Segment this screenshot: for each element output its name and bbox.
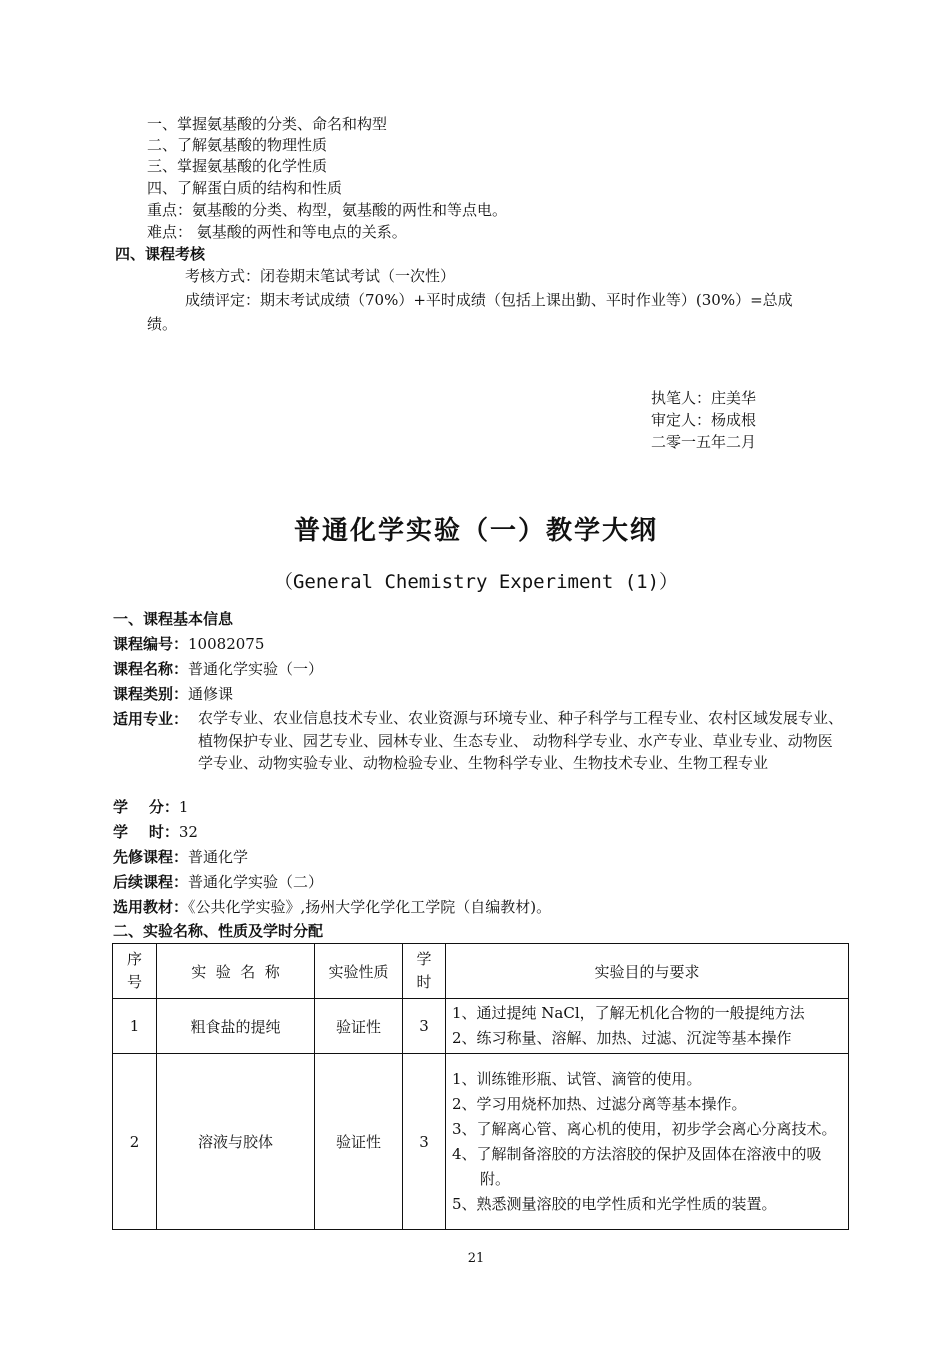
info-label: 课程编号： xyxy=(113,635,189,653)
objective-line-3: 三、掌握氨基酸的化学性质 xyxy=(147,157,328,175)
info-value: 1 xyxy=(178,798,189,816)
assessment-grading-line2: 绩。 xyxy=(147,315,178,333)
purpose-item: 1、训练锥形瓶、试管、滴管的使用。 xyxy=(452,1069,702,1088)
info-major-value: 农学专业、农业信息技术专业、农业资源与环境专业、种子科学与工程专业、农村区域发展专业、植物保护专业、园艺专业、园林专业、生态专业、 动物科学专业、水产专业、草业专业、动物医学专业、动物实验专业、动物检验专业、生物科学专业、生物技术专业、生物工程专业 xyxy=(198,709,844,772)
signature-author: 执笔人：庄美华 xyxy=(651,389,757,407)
section1-heading: 一、课程基本信息 xyxy=(113,610,234,628)
experiment-table xyxy=(112,943,849,1230)
purpose-item: 4、了解制备溶胶的方法溶胶的保护及固体在溶液中的吸附。 xyxy=(452,1144,822,1188)
document-title: 普通化学实验（一）教学大纲 xyxy=(293,516,658,546)
info-label: 课程类别： xyxy=(113,685,189,703)
table-header-row xyxy=(113,944,849,999)
info-major-label: 适用专业： xyxy=(113,710,189,728)
cell-nature: 验证性 xyxy=(315,1054,403,1230)
info-value: 普通化学实验（二） xyxy=(188,873,324,891)
info-credit xyxy=(113,797,188,818)
info-label: 选用教材： xyxy=(113,898,189,916)
signature-date: 二零一五年二月 xyxy=(651,433,757,451)
objective-line-2: 二、了解氨基酸的物理性质 xyxy=(147,136,328,154)
cell-no: 2 xyxy=(113,1054,157,1230)
objective-line-1: 一、掌握氨基酸的分类、命名和构型 xyxy=(147,115,388,133)
info-course-name xyxy=(113,659,323,680)
purpose-item: 5、熟悉测量溶胶的电学性质和光学性质的装置。 xyxy=(452,1194,777,1213)
purpose-item: 3、了解离心管、离心机的使用，初步学会离心分离技术。 xyxy=(452,1119,837,1138)
assessment-grading-line1: 成绩评定：期末考试成绩（70%）+平时成绩（包括上课出勤、平时作业等）(30%）=总成 xyxy=(185,291,793,309)
purpose-item: 2、练习称量、溶解、加热、过滤、沉淀等基本操作 xyxy=(452,1029,792,1047)
info-hours xyxy=(113,822,198,843)
info-value: 32 xyxy=(178,823,198,841)
info-label: 后续课程： xyxy=(113,873,189,891)
header-no: 序号 xyxy=(113,944,157,999)
info-value: 《公共化学实验》,扬州大学化学化工学院（自编教材)。 xyxy=(188,898,552,916)
cell-nature: 验证性 xyxy=(315,999,403,1054)
key-points-line: 重点：氨基酸的分类、构型，氨基酸的两性和等点电。 xyxy=(147,201,508,219)
info-label: 学 时： xyxy=(113,823,179,841)
info-value: 10082075 xyxy=(188,635,265,653)
info-course-code xyxy=(113,634,264,655)
cell-hours: 3 xyxy=(403,1054,446,1230)
cell-name: 粗食盐的提纯 xyxy=(157,999,315,1054)
difficulty-line: 难点： 氨基酸的两性和等电点的关系。 xyxy=(147,223,407,241)
header-name: 实 验 名 称 xyxy=(157,944,315,999)
objective-line-4: 四、了解蛋白质的结构和性质 xyxy=(147,179,343,197)
cell-purpose xyxy=(446,999,849,1054)
info-label: 先修课程： xyxy=(113,848,189,866)
info-value: 普通化学 xyxy=(188,848,249,866)
assessment-heading: 四、课程考核 xyxy=(115,245,206,263)
info-prerequisite xyxy=(113,847,248,868)
header-purpose: 实验目的与要求 xyxy=(446,944,849,999)
cell-name: 溶液与胶体 xyxy=(157,1054,315,1230)
table-row xyxy=(113,999,849,1054)
document-subtitle: （General Chemistry Experiment (1)） xyxy=(273,571,679,593)
cell-purpose xyxy=(446,1054,849,1230)
purpose-item: 1、通过提纯 NaCl，了解无机化合物的一般提纯方法 xyxy=(452,1004,805,1022)
info-textbook xyxy=(113,897,551,918)
info-label: 课程名称： xyxy=(113,660,189,678)
info-value: 通修课 xyxy=(188,685,234,703)
info-label: 学 分： xyxy=(113,798,179,816)
header-hours: 学时 xyxy=(403,944,446,999)
assessment-method: 考核方式：闭卷期末笔试考试（一次性） xyxy=(185,267,456,285)
info-course-type xyxy=(113,684,233,705)
cell-hours: 3 xyxy=(403,999,446,1054)
cell-no: 1 xyxy=(113,999,157,1054)
purpose-item: 2、学习用烧杯加热、过滤分离等基本操作。 xyxy=(452,1094,747,1113)
table-row xyxy=(113,1054,849,1230)
info-value: 普通化学实验（一） xyxy=(188,660,324,678)
signature-reviewer: 审定人：杨成根 xyxy=(651,411,757,429)
section2-heading: 二、实验名称、性质及学时分配 xyxy=(113,922,324,940)
info-follow-up xyxy=(113,872,323,893)
header-nature: 实验性质 xyxy=(315,944,403,999)
page-number: 21 xyxy=(467,1251,485,1266)
